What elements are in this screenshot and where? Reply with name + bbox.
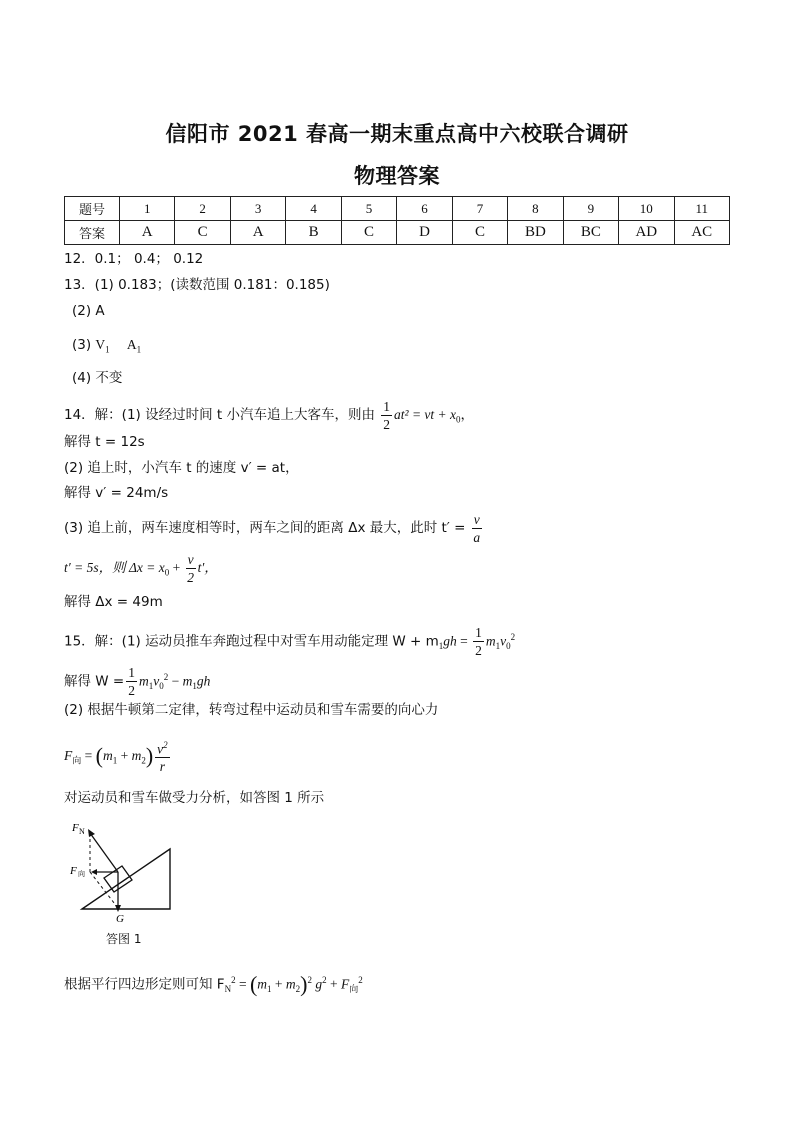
table-cell: 6 [397, 197, 452, 221]
figure-caption: 答图 1 [106, 932, 142, 946]
q15-line1: 15．解：(1) 运动员推车奔跑过程中对雪车用动能定理 $W + m_1gh$ = $\frac{1}{2}$ $m_1v_0^2$ [64, 625, 516, 658]
table-cell: 5 [341, 197, 396, 221]
q14-line6-a: t′ = 5s，则 Δx = x [64, 560, 165, 575]
table-cell: BC [563, 221, 618, 245]
fraction-v2-over-r: $\frac{v^2}{r}$ [155, 737, 170, 776]
table-cell: AC [674, 221, 729, 245]
q14-line6-b: t′， [197, 560, 218, 575]
table-cell: A [230, 221, 285, 245]
fraction-half: $\frac{1}{2}$ [383, 398, 391, 432]
q13-line4: (4) 不变 [72, 370, 123, 386]
q15-line1-text: 15．解：(1) 运动员推车奔跑过程中对雪车用动能定理 W + m [64, 633, 439, 650]
fraction-v-over-2: $\frac{v}{2}$ [187, 551, 194, 585]
meter-a-letter: A [126, 337, 137, 352]
q13-line3 [72, 335, 141, 360]
meter-v-sub: 1 [105, 344, 110, 355]
table-cell: 1 [120, 197, 175, 221]
row-label-answer: 答案 [65, 221, 120, 245]
meter-a-sub: 1 [136, 344, 142, 355]
centripetal-force-symbol: F [64, 748, 73, 763]
meter-v [95, 337, 110, 355]
row-label-number: 题号 [65, 197, 120, 221]
table-cell: A [120, 221, 175, 245]
force-diagram [64, 816, 194, 928]
q15-line6-sub: N [224, 984, 232, 995]
centripetal-force-sub: 向 [72, 756, 82, 767]
page-subtitle: 物理答案 [354, 164, 440, 188]
table-cell: D [397, 221, 452, 245]
q15-line2: 解得 W = $\frac{1}{2}$ $m_1v_0^2 - m_1gh$ [64, 665, 211, 698]
q14-equation: at² = vt + x [394, 407, 457, 422]
table-cell: BD [508, 221, 563, 245]
table-cell: C [175, 221, 230, 245]
q15-line3: (2) 根据牛顿第二定律，转弯过程中运动员和雪车需要的向心力 [64, 702, 439, 718]
table-cell: 7 [452, 197, 507, 221]
q15-line6: 根据平行四边形定则可知 $F_N^2 = (m_1 + m_2)^2$ $g^2 + F_向^2$ [64, 971, 363, 997]
label-fn-sub: N [79, 827, 85, 836]
q14-line5-text: (3) 追上前，两车速度相等时，两车之间的距离 Δx 最大，此时 t′ = [64, 520, 466, 536]
table-cell: 8 [508, 197, 563, 221]
table-cell: C [341, 221, 396, 245]
table-cell: 2 [175, 197, 230, 221]
normal-force-line [90, 833, 118, 872]
fraction-half: $\frac{1}{2}$ [475, 625, 482, 658]
label-fx-sub: 向 [78, 870, 85, 878]
q14-line2: 解得 t = 12s [64, 434, 145, 450]
table-cell: AD [619, 221, 674, 245]
table-row-answers [65, 221, 730, 245]
q14-line6: t′ = 5s，则 $\Delta x = x_0$ + $\frac{v}{2}$ t′， [64, 551, 218, 585]
meter-a [126, 337, 142, 355]
q15-line2-text: 解得 W = [64, 673, 125, 690]
table-cell: 4 [286, 197, 341, 221]
page-title: 信阳市 2021 春高一期末重点高中六校联合调研 [165, 122, 629, 146]
q15-line6-text: 根据平行四边形定则可知 F [64, 976, 225, 993]
q13-line3-prefix: (3) [72, 337, 96, 353]
label-fn: F [72, 822, 79, 834]
fraction-v-over-a: $\frac{v}{a}$ [473, 511, 481, 545]
table-cell: 9 [563, 197, 618, 221]
q15-line4: $F_向 = (m_1 + m_2)$ $\frac{v^2}{r}$ [64, 736, 172, 782]
q15-line5: 对运动员和雪车做受力分析，如答图 1 所示 [64, 790, 325, 806]
q14-line5 [64, 509, 484, 547]
table-cell: 11 [674, 197, 729, 221]
q13-line1: 13．(1) 0.183；(读数范围 0.181：0.185) [64, 277, 330, 293]
table-cell: 3 [230, 197, 285, 221]
table-cell: C [452, 221, 507, 245]
meter-v-letter: V [95, 337, 106, 352]
q14-line7: 解得 Δx = 49m [64, 594, 163, 610]
fraction-half: $\frac{1}{2}$ [128, 665, 135, 698]
table-cell: B [286, 221, 341, 245]
q14-line3: (2) 追上时，小汽车 t 的速度 v′ = at， [64, 460, 299, 476]
q14-line4: 解得 v′ = 24m/s [64, 485, 169, 501]
label-fx: F [70, 865, 77, 877]
q13-line2: (2) A [72, 303, 105, 319]
q14-line1: 14．解：(1) 设经过时间 t 小汽车追上大客车，则由 $\frac{1}{2}$ at² = vt + $x_0$， [64, 398, 475, 432]
table-row-numbers [65, 197, 730, 221]
table-cell: 10 [619, 197, 674, 221]
label-g: G [116, 913, 124, 925]
q14-equation-sub: 0 [456, 414, 461, 425]
q14-line1-text: 14．解：(1) 设经过时间 t 小汽车追上大客车，则由 [64, 407, 375, 423]
q12-answer: 12．0.1； 0.4； 0.12 [64, 251, 204, 267]
answer-table [64, 196, 730, 245]
